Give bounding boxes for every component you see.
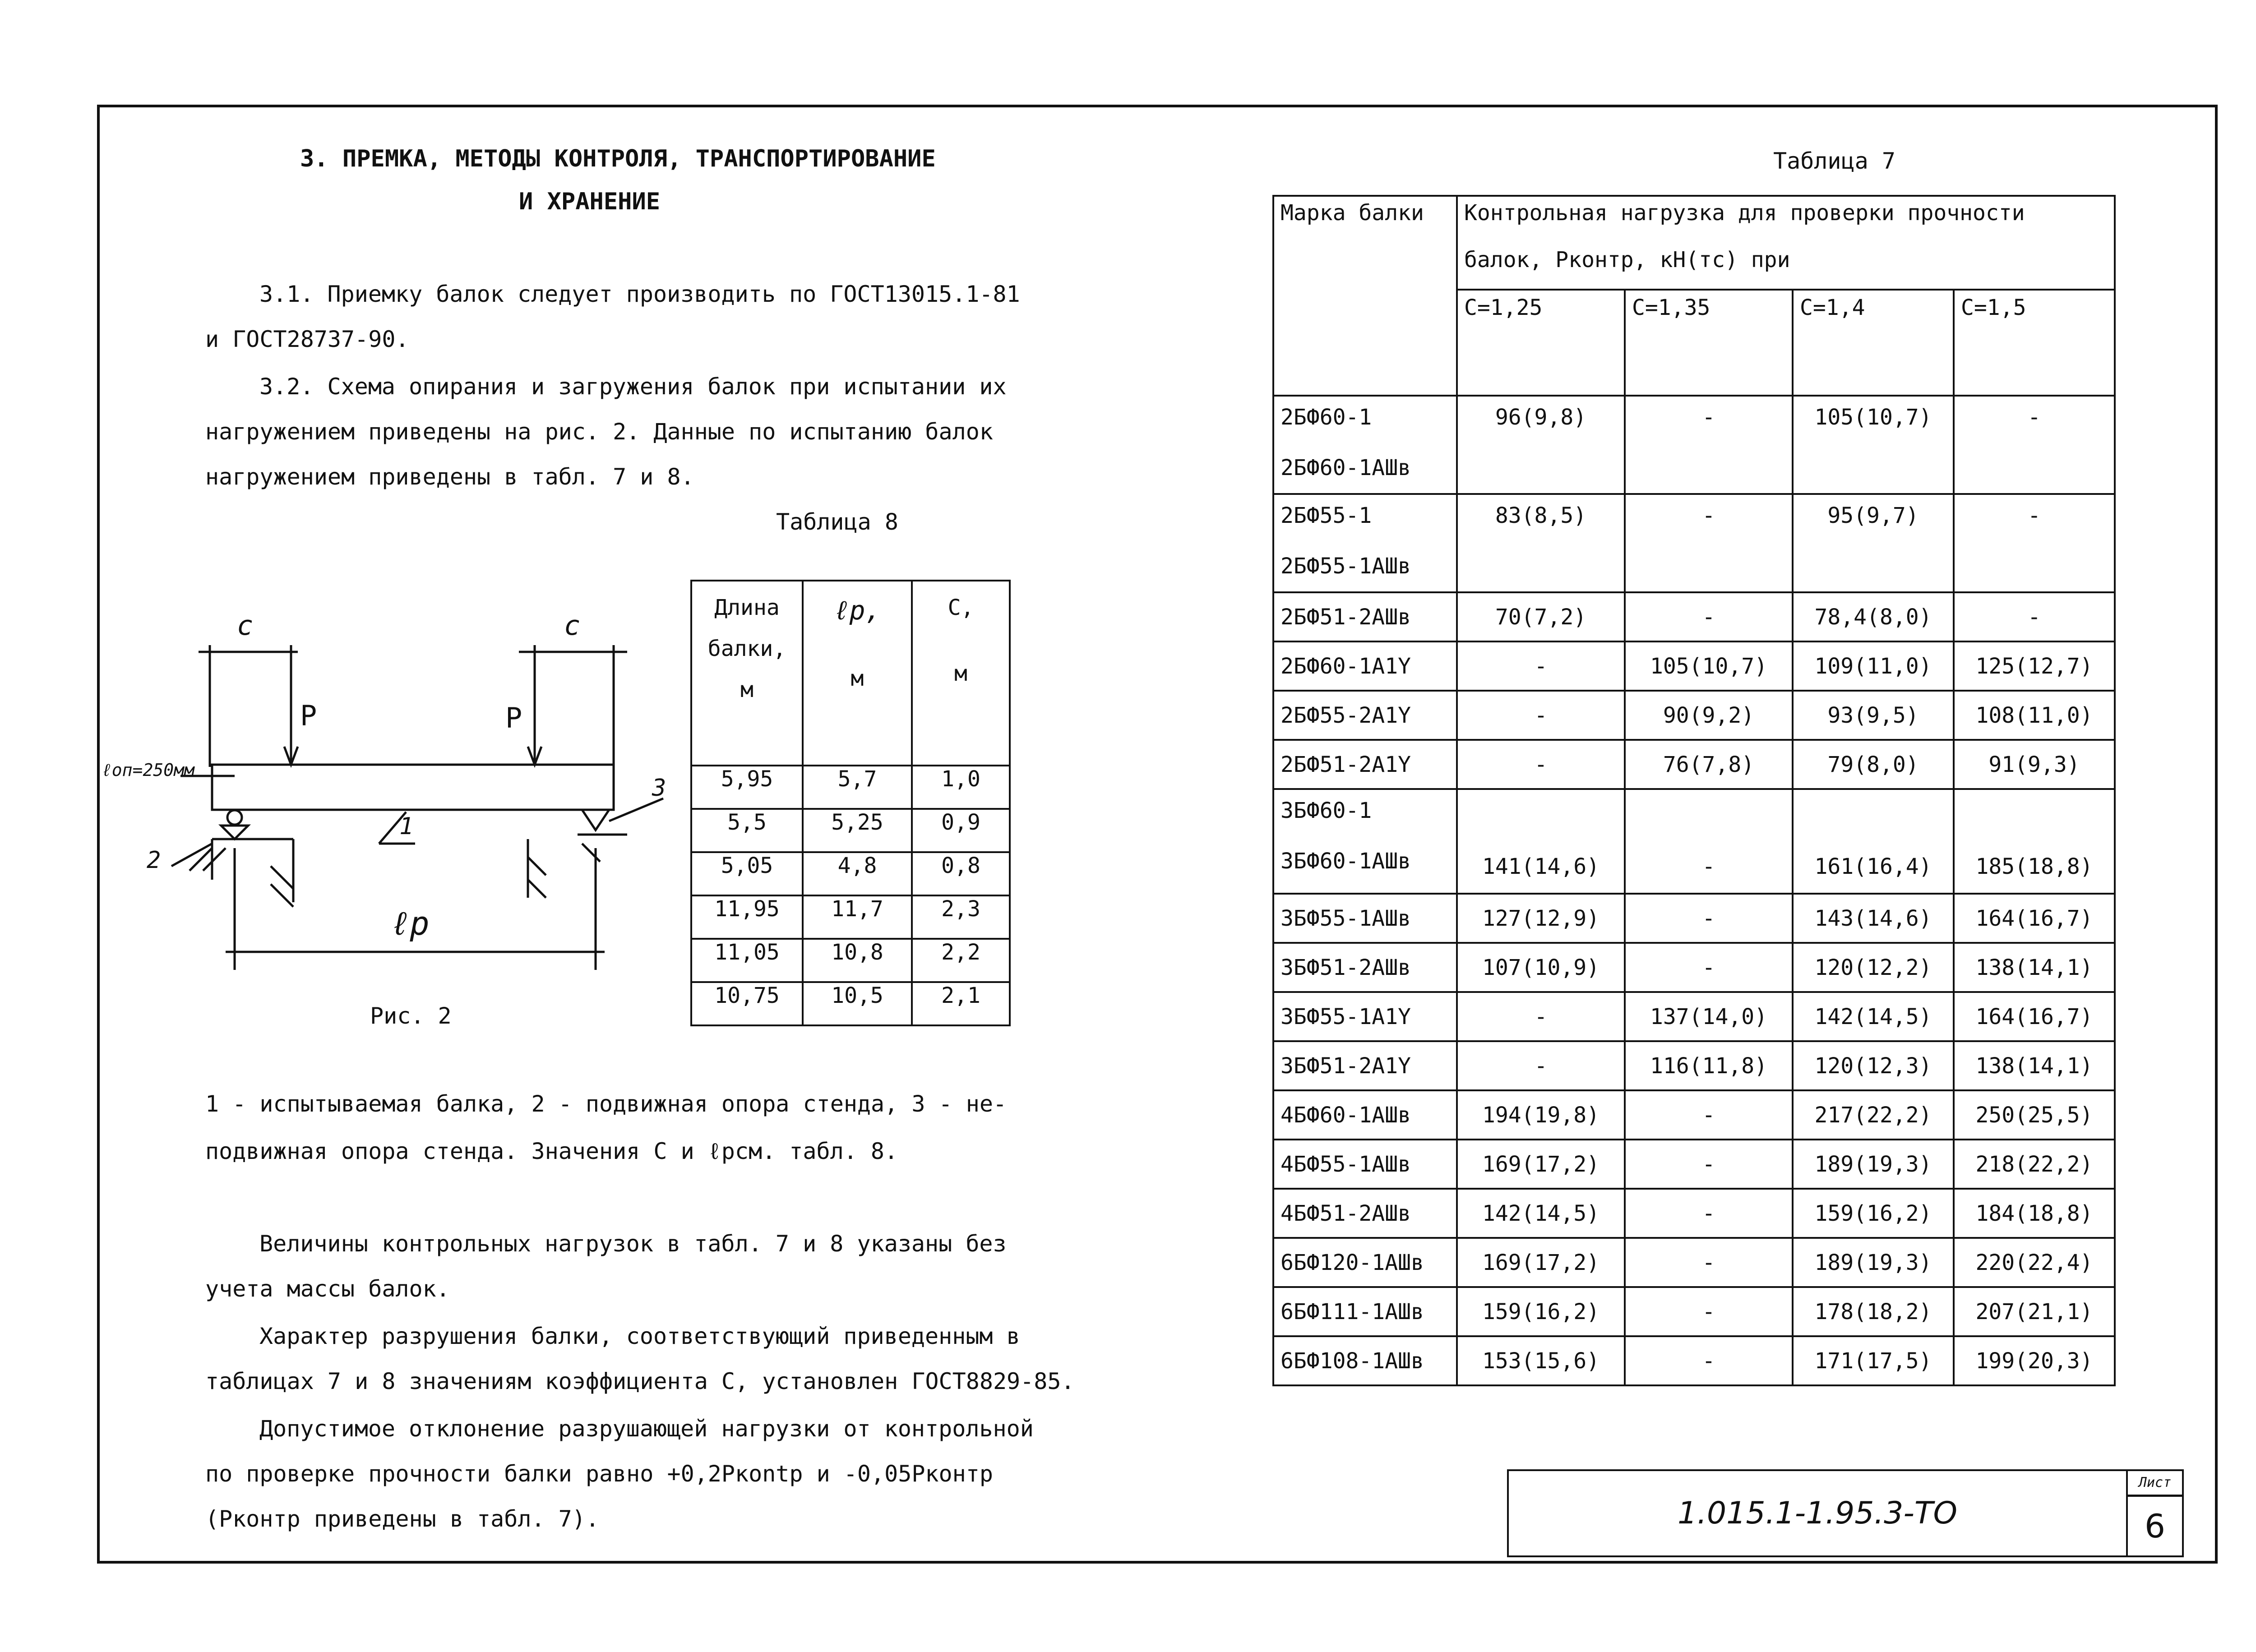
table7-row [1273,943,2115,992]
table7-mark-line1: 2БФ60-1 [1281,405,1372,430]
note1-line1: Величины контрольных нагрузок в табл. 7 и 8 указаны без [259,1231,1007,1257]
table7-row [1273,1238,2115,1287]
table7-value-cell: 120(12,2) [1793,943,1954,992]
note3-line2: по проверке прочности балки равно +0,2Ркontр и -0,05Рконтр [205,1461,993,1487]
table7-mark-cell [1273,992,1457,1041]
table7-header-mark: Марка балки [1273,196,1457,396]
table7-mark-line1: 4БФ60-1АШв [1281,1102,1411,1128]
table7 [1272,195,2116,1386]
table7-header-load-line2: балок, Рконтр, кН(тс) при [1464,247,1790,272]
legend-line2: подвижная опора стенда. Значения С и ℓрсм. табл. 8. [205,1138,898,1164]
table7-mark-cell [1273,943,1457,992]
title-block [1507,1469,2184,1557]
table7-row [1273,691,2115,740]
title-block-sheet [2127,1470,2183,1556]
table7-mark-cell [1273,740,1457,789]
paragraph-3-2-line2: нагружением приведены на рис. 2. Данные по испытанию балок [205,419,993,445]
table7-mark-line1: 2БФ51-2АШв [1281,604,1411,630]
table8-row [691,809,1010,852]
table8-h1b: балки, [707,636,786,661]
figure-label-p-right: P [505,701,522,734]
table7-value-cell: 105(10,7) [1793,396,1954,494]
table7-mark-line2: 2БФ60-1АШв [1281,455,1411,480]
table7-value-cell: 120(12,3) [1793,1041,1954,1090]
table7-value-cell: 153(15,6) [1457,1336,1625,1385]
table8-cell: 1,0 [912,766,1010,809]
table7-value-cell: 164(16,7) [1954,894,2115,943]
table8-cell: 5,05 [691,852,803,895]
table7-mark-line2: 3БФ60-1АШв [1281,849,1411,874]
table7-header-load-line1: Контрольная нагрузка для проверки прочности [1464,200,2025,226]
table7-value-cell: 125(12,7) [1954,641,2115,691]
table8-cell: 5,5 [691,809,803,852]
table8-cell: 5,7 [803,766,912,809]
table7-value-cell: 161(16,4) [1793,789,1954,894]
table8-header-lp [803,581,912,766]
table7-value-cell: 138(14,1) [1954,943,2115,992]
table7-value-cell: 93(9,5) [1793,691,1954,740]
table7-value-cell: 178(18,2) [1793,1287,1954,1336]
table7-value-cell: 207(21,1) [1954,1287,2115,1336]
table7-mark-line1: 3БФ51-2АШв [1281,955,1411,980]
paragraph-3-2-line3: нагружением приведены в табл. 7 и 8. [205,464,694,490]
table7-value-cell: 137(14,0) [1625,992,1793,1041]
note1-line2: учета массы балок. [205,1276,450,1302]
table8-cell: 2,1 [912,982,1010,1025]
table7-mark-line1: 3БФ55-1А1Y [1281,1004,1411,1029]
table7-value-cell: - [1954,592,2115,641]
table7-mark-line1: 3БФ55-1АШв [1281,905,1411,931]
table7-row [1273,396,2115,494]
figure-label-c-left: c [237,610,254,641]
note3-line1: Допустимое отклонение разрушающей нагрузки от контрольной [259,1416,1034,1442]
table7-value-cell: 159(16,2) [1457,1287,1625,1336]
table7-value-cell: 107(10,9) [1457,943,1625,992]
table7-row [1273,1336,2115,1385]
table7-mark-line1: 2БФ60-1А1Y [1281,653,1411,679]
table7-value-cell: - [1625,1238,1793,1287]
table7-mark-line1: 3БФ51-2А1Y [1281,1053,1411,1079]
figure-num-2: 2 [147,847,161,874]
table8-cell: 10,8 [803,939,912,982]
table7-header-c4: С=1,5 [1954,290,2115,396]
table8-row [691,766,1010,809]
table8-cell: 11,95 [691,895,803,939]
figure-caption: Рис. 2 [370,1003,452,1029]
table7-mark-cell [1273,789,1457,894]
table7-mark-line2: 2БФ55-1АШв [1281,554,1411,579]
table7-value-cell: 217(22,2) [1793,1090,1954,1140]
table7-mark-cell [1273,1189,1457,1238]
table7-value-cell: - [1954,494,2115,592]
table7-value-cell: 189(19,3) [1793,1238,1954,1287]
table7-row [1273,992,2115,1041]
table7-value-cell: 138(14,1) [1954,1041,2115,1090]
table8 [690,580,1011,1026]
table7-value-cell: 116(11,8) [1625,1041,1793,1090]
beam-scheme-figure [0,0,677,992]
table7-row [1273,1189,2115,1238]
table7-header-c2: С=1,35 [1625,290,1793,396]
table7-mark-line1: 6БФ108-1АШв [1281,1348,1424,1374]
table7-value-cell: 95(9,7) [1793,494,1954,592]
table7-value-cell: - [1625,1336,1793,1385]
table7-mark-line1: 4БФ55-1АШв [1281,1151,1411,1177]
table7-value-cell: - [1625,1287,1793,1336]
table7-row [1273,494,2115,592]
table7-header-c1: С=1,25 [1457,290,1625,396]
table8-cell: 5,95 [691,766,803,809]
note2-line1: Характер разрушения балки, соответствующий приведенным в [259,1323,1020,1349]
table7-value-cell: 70(7,2) [1457,592,1625,641]
table7-value-cell: - [1457,992,1625,1041]
table7-mark-cell [1273,641,1457,691]
table7-value-cell: 90(9,2) [1625,691,1793,740]
table7-value-cell: - [1625,943,1793,992]
table7-row [1273,1090,2115,1140]
figure-label-lp: ℓр [390,904,430,942]
table7-mark-line1: 3БФ60-1 [1281,798,1372,823]
table8-caption: Таблица 8 [776,509,898,535]
table8-h1a: Длина [714,595,780,620]
title-block-code: 1.015.1-1.95.3-ТО [1508,1470,2127,1556]
table7-value-cell: 250(25,5) [1954,1090,2115,1140]
table7-mark-line1: 6БФ111-1АШв [1281,1299,1424,1324]
table8-cell: 10,5 [803,982,912,1025]
table7-row [1273,1041,2115,1090]
table7-value-cell: - [1954,396,2115,494]
table7-value-cell: 83(8,5) [1457,494,1625,592]
table7-value-cell: 108(11,0) [1954,691,2115,740]
table7-value-cell: - [1625,1189,1793,1238]
table7-value-cell: 91(9,3) [1954,740,2115,789]
table7-value-cell: - [1625,1140,1793,1189]
table7-mark-cell [1273,592,1457,641]
table7-row [1273,1287,2115,1336]
table8-h2c: м [851,666,864,691]
table8-header-length [691,581,803,766]
legend-line1: 1 - испытываемая балка, 2 - подвижная опора стенда, 3 - не- [205,1091,1007,1117]
table7-value-cell: 142(14,5) [1793,992,1954,1041]
figure-label-p-left: P [300,699,317,732]
table7-mark-cell [1273,494,1457,592]
table7-value-cell: 105(10,7) [1625,641,1793,691]
table7-value-cell: 96(9,8) [1457,396,1625,494]
table8-row [691,982,1010,1025]
table8-cell: 2,2 [912,939,1010,982]
table7-mark-cell [1273,1336,1457,1385]
table7-value-cell: 169(17,2) [1457,1140,1625,1189]
table7-caption: Таблица 7 [1773,148,1895,174]
table7-mark-line1: 2БФ51-2А1Y [1281,752,1411,777]
table7-mark-cell [1273,1287,1457,1336]
table7-value-cell: - [1457,1041,1625,1090]
table7-mark-cell [1273,691,1457,740]
title-block-sheet-number: 6 [2145,1507,2165,1545]
table8-row [691,895,1010,939]
section-title-line1: 3. ПРЕМКА, МЕТОДЫ КОНТРОЛЯ, ТРАНСПОРТИРОВАНИЕ [300,145,936,172]
table7-row [1273,1140,2115,1189]
table7-value-cell: 127(12,9) [1457,894,1625,943]
table7-row [1273,894,2115,943]
table8-cell: 11,7 [803,895,912,939]
table7-value-cell: - [1625,592,1793,641]
table7-value-cell: 78,4(8,0) [1793,592,1954,641]
figure-label-lop: ℓоп=250мм [102,760,194,780]
table7-value-cell: - [1457,740,1625,789]
table8-cell: 5,25 [803,809,912,852]
note3-line3: (Рконтр приведены в табл. 7). [205,1506,599,1532]
table7-value-cell: 171(17,5) [1793,1336,1954,1385]
table7-value-cell: 199(20,3) [1954,1336,2115,1385]
table8-header-row [691,581,1010,766]
table7-mark-cell [1273,1090,1457,1140]
table7-mark-cell [1273,1140,1457,1189]
figure-label-c-right: c [564,610,581,641]
table8-cell: 0,8 [912,852,1010,895]
table7-mark-cell [1273,396,1457,494]
table8-cell: 4,8 [803,852,912,895]
table7-value-cell: - [1457,691,1625,740]
figure-num-1: 1 [399,813,414,840]
table7-value-cell: 143(14,6) [1793,894,1954,943]
table7-value-cell: - [1625,789,1793,894]
table7-mark-line1: 2БФ55-2А1Y [1281,702,1411,728]
table7-row [1273,592,2115,641]
paragraph-3-1-line1: 3.1. Приемку балок следует производить по ГОСТ13015.1-81 [259,281,1020,307]
table7-row [1273,641,2115,691]
table7-value-cell: - [1625,494,1793,592]
table8-cell: 2,3 [912,895,1010,939]
table8-cell: 11,05 [691,939,803,982]
table8-h3a: С, [948,595,974,620]
table7-value-cell: 220(22,4) [1954,1238,2115,1287]
table7-value-cell: 194(19,8) [1457,1090,1625,1140]
table8-row [691,852,1010,895]
table7-value-cell: - [1625,1090,1793,1140]
table7-value-cell: - [1625,396,1793,494]
table7-value-cell: 169(17,2) [1457,1238,1625,1287]
paragraph-3-1-line2: и ГОСТ28737-90. [205,326,409,352]
table7-value-cell: 184(18,8) [1954,1189,2115,1238]
title-block-sheet-label: Лист [2128,1471,2182,1497]
table7-mark-line1: 2БФ55-1 [1281,503,1372,528]
section-title-line2: И ХРАНЕНИЕ [519,188,661,215]
table7-value-cell: 141(14,6) [1457,789,1625,894]
table8-h1c: м [740,677,754,702]
table7-value-cell: 142(14,5) [1457,1189,1625,1238]
table7-value-cell: 218(22,2) [1954,1140,2115,1189]
table7-value-cell: 76(7,8) [1625,740,1793,789]
table7-value-cell: 164(16,7) [1954,992,2115,1041]
table7-row [1273,789,2115,894]
table8-cell: 0,9 [912,809,1010,852]
table7-mark-line1: 6БФ120-1АШв [1281,1250,1424,1275]
figure-num-3: 3 [652,775,666,802]
table7-mark-cell [1273,1041,1457,1090]
table8-h3c: м [954,661,967,686]
table7-header-load [1457,196,2115,290]
note2-line2: таблицах 7 и 8 значениям коэффициента С, установлен ГОСТ8829-85. [205,1368,1075,1394]
table7-value-cell: - [1625,894,1793,943]
table7-value-cell: 159(16,2) [1793,1189,1954,1238]
table7-value-cell: 189(19,3) [1793,1140,1954,1189]
table8-cell: 10,75 [691,982,803,1025]
table7-mark-cell [1273,894,1457,943]
table7-value-cell: 79(8,0) [1793,740,1954,789]
table7-value-cell: - [1457,641,1625,691]
paragraph-3-2-line1: 3.2. Схема опирания и загружения балок при испытании их [259,374,1007,400]
table8-h2a: ℓр, [833,595,881,626]
table7-mark-cell [1273,1238,1457,1287]
table7-mark-line1: 4БФ51-2АШв [1281,1200,1411,1226]
table7-header-c3: С=1,4 [1793,290,1954,396]
table7-header-row1 [1273,196,2115,290]
table8-header-c [912,581,1010,766]
table8-row [691,939,1010,982]
table7-value-cell: 109(11,0) [1793,641,1954,691]
table7-value-cell: 185(18,8) [1954,789,2115,894]
table7-row [1273,740,2115,789]
